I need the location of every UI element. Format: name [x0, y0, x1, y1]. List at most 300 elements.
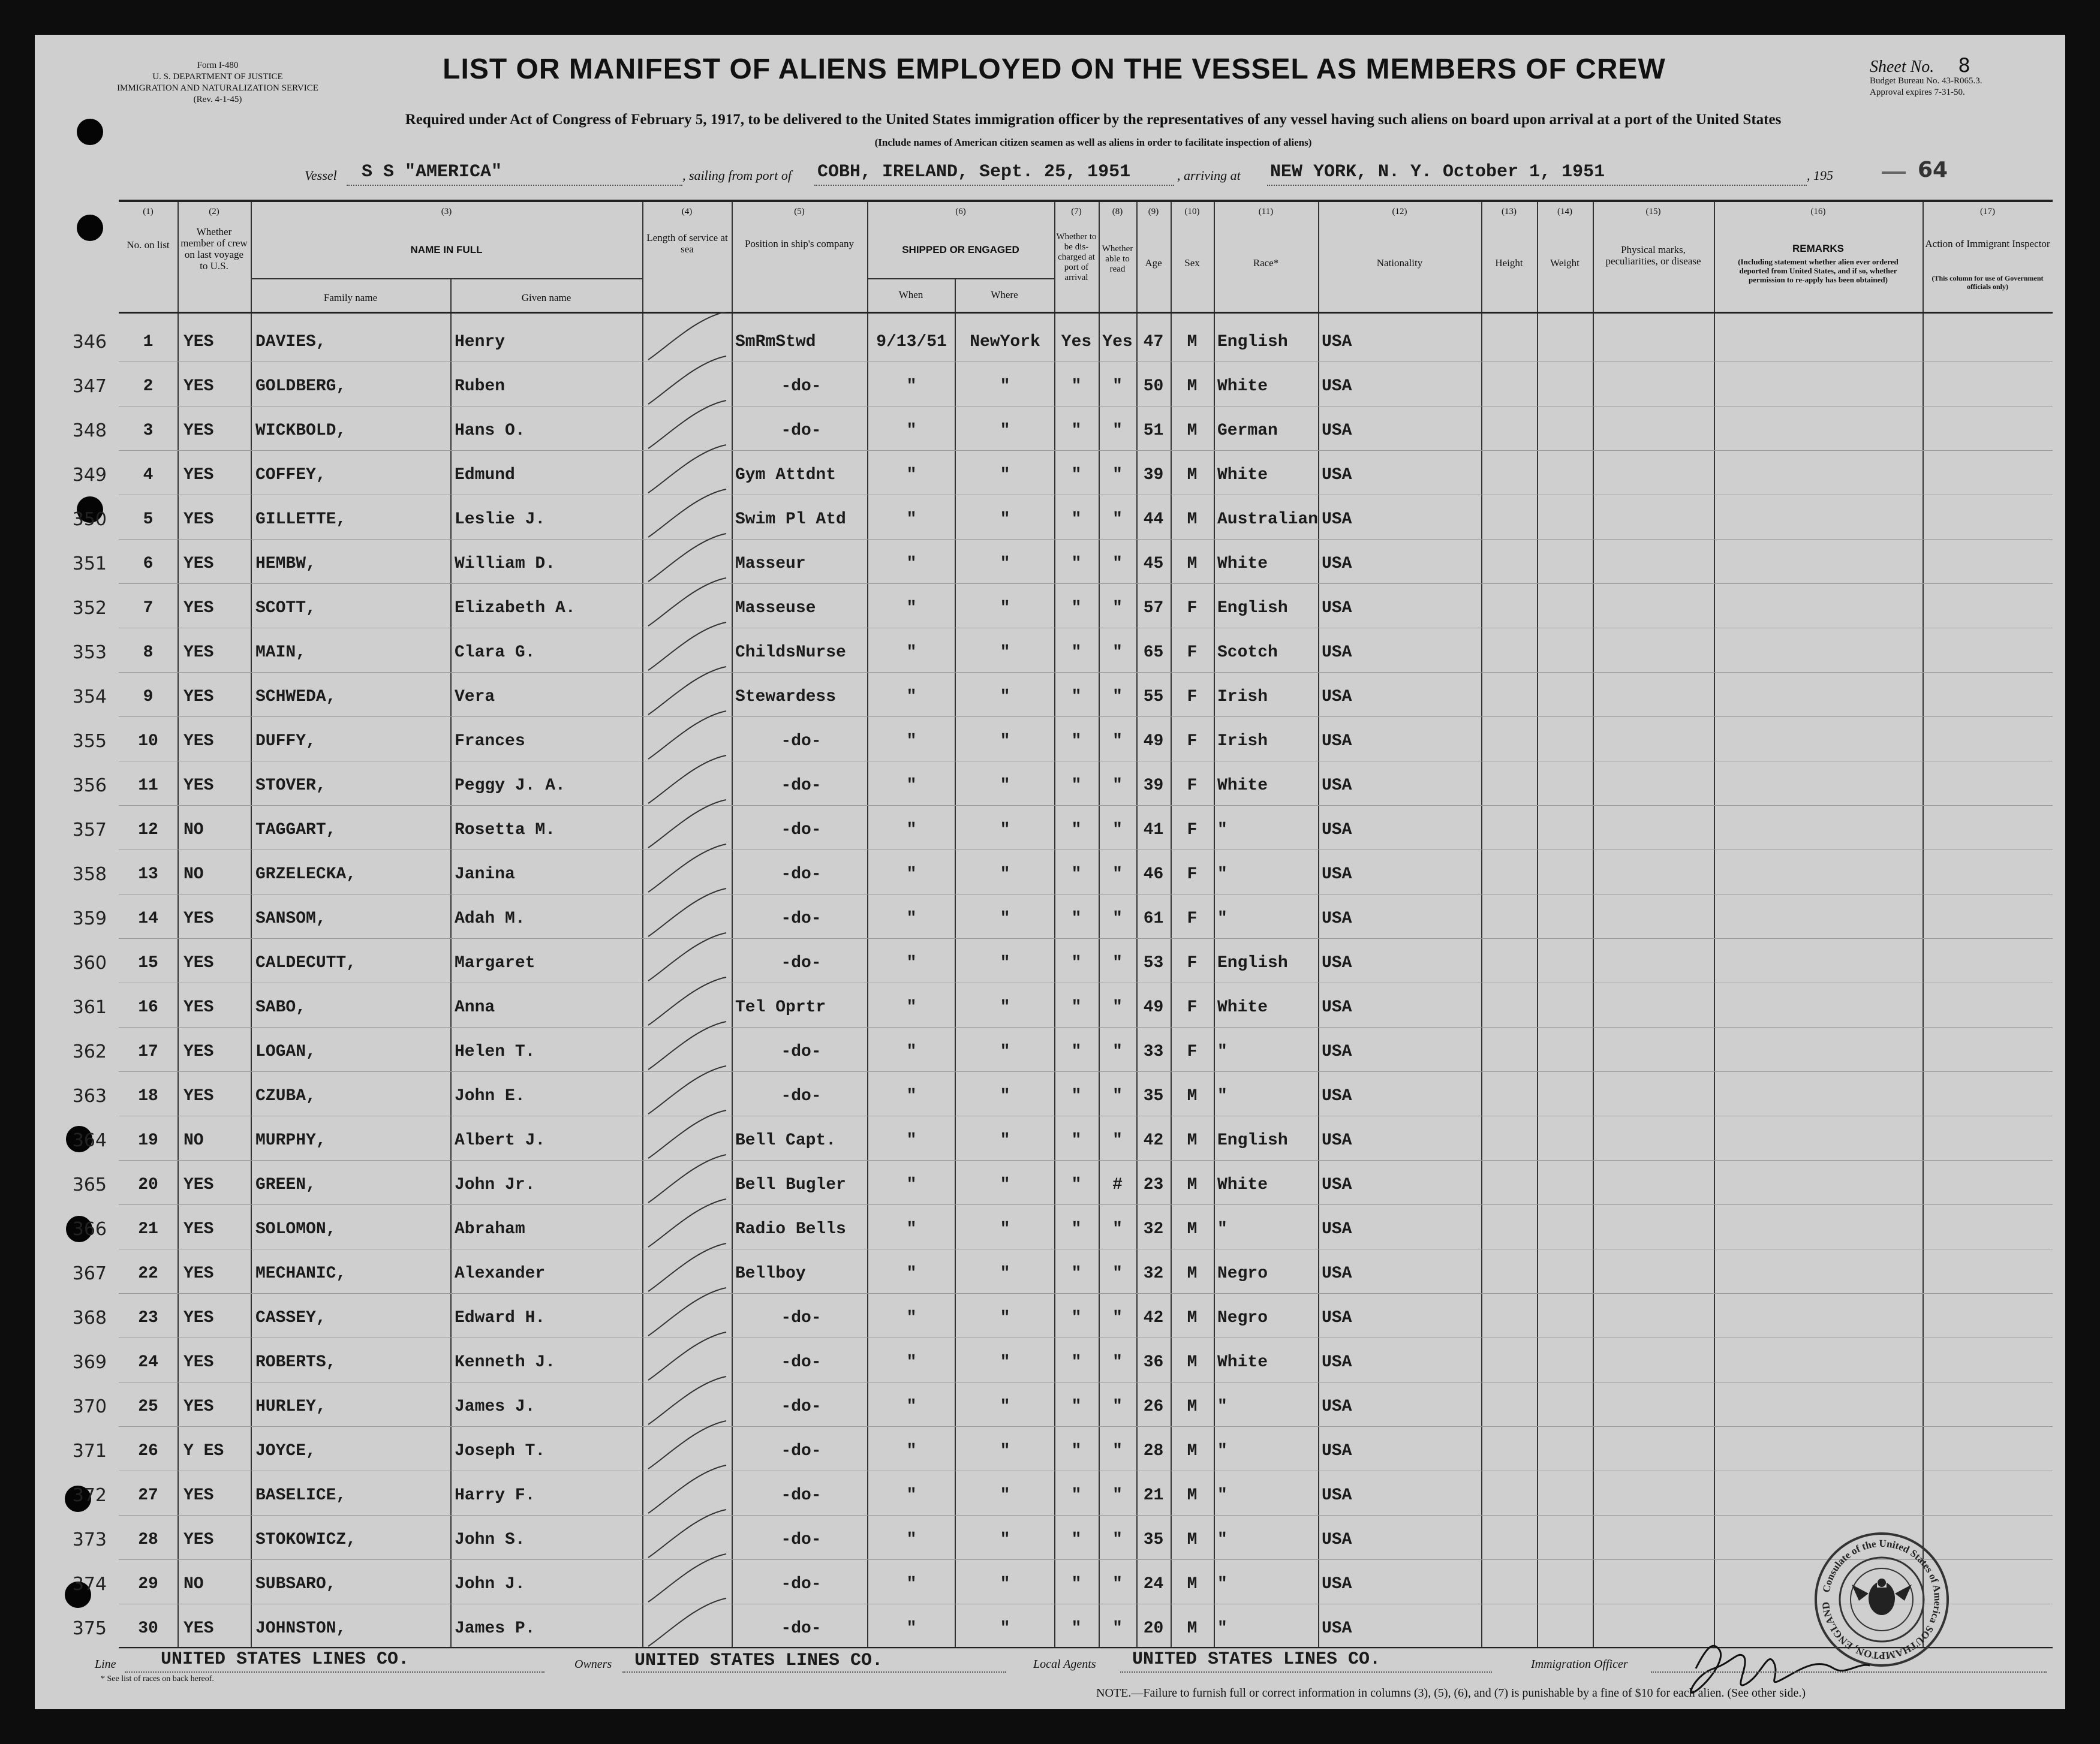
cell-sex: F	[1187, 998, 1198, 1017]
col-header-discharged: Whether to be dis-charged at port of arrival	[1056, 232, 1097, 282]
cell-nationality: USA	[1322, 1619, 1352, 1638]
col-num: (6)	[955, 207, 966, 216]
cell-row-number: 6	[143, 555, 154, 573]
sheet-number-block	[1870, 54, 2062, 98]
table-row	[72, 721, 2053, 766]
handwritten-line-number: 372	[72, 1485, 107, 1506]
cell-race: "	[1217, 865, 1227, 884]
cell-age: 41	[1143, 821, 1164, 839]
cell-race: Negro	[1217, 1309, 1268, 1327]
cell-sex: M	[1187, 421, 1198, 440]
cell-position: -do-	[781, 1442, 822, 1460]
cell-able-to-read: "	[1112, 954, 1123, 972]
cell-given-name: Helen T.	[455, 1043, 535, 1061]
cell-shipped-where: "	[1000, 1264, 1010, 1283]
cell-discharged: "	[1071, 732, 1082, 751]
cell-position: Masseuse	[735, 599, 816, 618]
sheet-number: 8	[1958, 54, 1970, 77]
cell-race: "	[1217, 1619, 1227, 1638]
cell-age: 51	[1143, 421, 1164, 440]
col-num: (1)	[143, 207, 154, 216]
cell-age: 39	[1143, 776, 1164, 795]
cell-row-number: 10	[138, 732, 158, 751]
line-label: Line	[95, 1658, 116, 1671]
cell-given-name: Edmund	[455, 466, 515, 484]
cell-age: 21	[1143, 1486, 1164, 1505]
cell-race: "	[1217, 1043, 1227, 1061]
cell-position: Tel Oprtr	[735, 998, 826, 1017]
form-revision: (Rev. 4-1-45)	[193, 95, 242, 104]
cell-nationality: USA	[1322, 466, 1352, 484]
cell-sex: M	[1187, 1397, 1198, 1416]
cell-prev-voyage: YES	[183, 776, 214, 795]
cell-nationality: USA	[1322, 1486, 1352, 1505]
cell-family-name: GRZELECKA,	[255, 865, 357, 884]
cell-able-to-read: "	[1112, 466, 1123, 484]
table-row	[72, 1475, 2053, 1520]
handwritten-line-number: 355	[72, 731, 107, 752]
cell-position: -do-	[781, 776, 822, 795]
cell-age: 24	[1143, 1575, 1164, 1594]
cell-family-name: CASSEY,	[255, 1309, 326, 1327]
cell-prev-voyage: YES	[183, 466, 214, 484]
col-header-weight: Weight	[1550, 257, 1579, 269]
cell-able-to-read: "	[1112, 1131, 1123, 1150]
cell-shipped-where: "	[1000, 1353, 1010, 1372]
cell-age: 32	[1143, 1220, 1164, 1239]
cell-able-to-read: "	[1112, 1575, 1123, 1594]
cell-discharged: "	[1071, 1531, 1082, 1549]
cell-given-name: Leslie J.	[455, 510, 546, 529]
seal-outer-text: Consulate of the United States of America	[1820, 1537, 1944, 1625]
cell-family-name: SCOTT,	[255, 599, 316, 618]
cell-able-to-read: "	[1112, 1043, 1123, 1061]
table-row	[72, 677, 2053, 721]
cell-sex: F	[1187, 643, 1198, 662]
cell-shipped-where: "	[1000, 998, 1010, 1017]
table-row	[72, 1076, 2053, 1121]
cell-sex: M	[1187, 377, 1198, 396]
cell-position: -do-	[781, 1575, 822, 1594]
form-header	[77, 60, 359, 106]
cell-sex: M	[1187, 1309, 1198, 1327]
cell-row-number: 27	[138, 1486, 158, 1505]
cell-discharged: "	[1071, 1353, 1082, 1372]
cell-age: 23	[1143, 1176, 1164, 1194]
cell-nationality: USA	[1322, 688, 1352, 706]
cell-age: 35	[1143, 1531, 1164, 1549]
cell-position: Stewardess	[735, 688, 837, 706]
cell-age: 61	[1143, 909, 1164, 928]
cell-discharged: "	[1071, 555, 1082, 573]
cell-prev-voyage: YES	[183, 909, 214, 928]
cell-sex: M	[1187, 510, 1198, 529]
cell-prev-voyage: YES	[183, 1264, 214, 1283]
table-row	[72, 455, 2053, 499]
cell-family-name: STOKOWICZ,	[255, 1531, 357, 1549]
cell-row-number: 22	[138, 1264, 158, 1283]
cell-able-to-read: #	[1112, 1176, 1123, 1194]
cell-prev-voyage: YES	[183, 1353, 214, 1372]
cell-family-name: COFFEY,	[255, 466, 326, 484]
cell-shipped-where: "	[1000, 954, 1010, 972]
cell-nationality: USA	[1322, 776, 1352, 795]
cell-row-number: 29	[138, 1575, 158, 1594]
col-num: (7)	[1071, 207, 1082, 216]
cell-nationality: USA	[1322, 732, 1352, 751]
cell-nationality: USA	[1322, 1397, 1352, 1416]
agents-label: Local Agents	[1033, 1658, 1096, 1671]
table-row	[72, 1254, 2053, 1298]
table-row	[72, 1431, 2053, 1475]
form-number: Form I-480	[197, 61, 239, 70]
table-row	[72, 899, 2053, 943]
cell-nationality: USA	[1322, 1575, 1352, 1594]
cell-row-number: 17	[138, 1043, 158, 1061]
handwritten-line-number: 349	[72, 465, 107, 486]
cell-race: "	[1217, 1397, 1227, 1416]
col-num: (17)	[1980, 207, 1995, 216]
cell-race: White	[1217, 776, 1268, 795]
table-row	[72, 1564, 2053, 1609]
cell-row-number: 1	[143, 333, 154, 351]
cell-shipped-where: "	[1000, 421, 1010, 440]
cell-shipped-when: "	[906, 1442, 917, 1460]
punch-hole	[77, 215, 103, 241]
cell-shipped-when: "	[906, 688, 917, 706]
cell-shipped-when: "	[906, 865, 917, 884]
col-header-sex: Sex	[1184, 257, 1200, 269]
handwritten-line-number: 351	[72, 553, 107, 574]
cell-able-to-read: "	[1112, 643, 1123, 662]
cell-race: Australian	[1217, 510, 1319, 529]
cell-shipped-when: "	[906, 1575, 917, 1594]
handwritten-line-number: 363	[72, 1086, 107, 1107]
cell-prev-voyage: YES	[183, 1176, 214, 1194]
cell-shipped-when: "	[906, 377, 917, 396]
col-num: (15)	[1645, 207, 1661, 216]
cell-shipped-when: "	[906, 1619, 917, 1638]
cell-sex: F	[1187, 776, 1198, 795]
cell-row-number: 2	[143, 377, 154, 396]
cell-able-to-read: "	[1112, 1531, 1123, 1549]
cell-position: -do-	[781, 1087, 822, 1106]
cell-age: 28	[1143, 1442, 1164, 1460]
cell-sex: M	[1187, 1131, 1198, 1150]
crew-table	[72, 200, 2053, 1649]
cell-family-name: MECHANIC,	[255, 1264, 347, 1283]
cell-shipped-when: "	[906, 821, 917, 839]
cell-family-name: ROBERTS,	[255, 1353, 336, 1372]
cell-age: 42	[1143, 1309, 1164, 1327]
cell-discharged: "	[1071, 1087, 1082, 1106]
approval-expiry: Approval expires 7-31-50.	[1870, 88, 1965, 97]
cell-sex: M	[1187, 1486, 1198, 1505]
cell-sex: F	[1187, 732, 1198, 751]
handwritten-line-number: 370	[72, 1396, 107, 1417]
cell-sex: F	[1187, 821, 1198, 839]
cell-sex: F	[1187, 954, 1198, 972]
cell-nationality: USA	[1322, 599, 1352, 618]
cell-given-name: Janina	[455, 865, 515, 884]
cell-race: "	[1217, 1442, 1227, 1460]
cell-given-name: Alexander	[455, 1264, 546, 1283]
line-value: UNITED STATES LINES CO.	[161, 1649, 410, 1670]
cell-shipped-when: "	[906, 1309, 917, 1327]
cell-family-name: MAIN,	[255, 643, 306, 662]
col-header-height: Height	[1495, 257, 1523, 269]
cell-able-to-read: "	[1112, 555, 1123, 573]
table-row	[72, 1165, 2053, 1209]
cell-able-to-read: "	[1112, 377, 1123, 396]
cell-nationality: USA	[1322, 1309, 1352, 1327]
cell-sex: F	[1187, 599, 1198, 618]
cell-sex: M	[1187, 1220, 1198, 1239]
cell-shipped-where: "	[1000, 1619, 1010, 1638]
handwritten-line-number: 352	[72, 598, 107, 619]
cell-row-number: 14	[138, 909, 158, 928]
cell-given-name: Peggy J. A.	[455, 776, 565, 795]
cell-age: 39	[1143, 466, 1164, 484]
cell-prev-voyage: YES	[183, 1043, 214, 1061]
cell-age: 32	[1143, 1264, 1164, 1283]
cell-able-to-read: "	[1112, 599, 1123, 618]
sheet-label: Sheet No.	[1870, 58, 1934, 76]
handwritten-line-number: 374	[72, 1574, 107, 1595]
cell-prev-voyage: YES	[183, 954, 214, 972]
cell-given-name: Adah M.	[455, 909, 525, 928]
cell-row-number: 15	[138, 954, 158, 972]
vessel-label: Vessel	[305, 168, 337, 183]
cell-race: English	[1217, 1131, 1288, 1150]
cell-shipped-where: "	[1000, 1220, 1010, 1239]
agents-value: UNITED STATES LINES CO.	[1132, 1649, 1381, 1670]
table-row	[72, 943, 2053, 987]
cell-race: "	[1217, 1531, 1227, 1549]
cell-age: 57	[1143, 599, 1164, 618]
cell-given-name: Henry	[455, 333, 506, 351]
budget-bureau: Budget Bureau No. 43-R065.3.	[1870, 76, 1982, 86]
cell-age: 50	[1143, 377, 1164, 396]
cell-given-name: Frances	[455, 732, 525, 751]
cell-given-name: Harry F.	[455, 1486, 535, 1505]
stamp-dash	[1882, 171, 1906, 174]
cell-shipped-where: "	[1000, 1531, 1010, 1549]
cell-able-to-read: "	[1112, 821, 1123, 839]
cell-shipped-when: "	[906, 1353, 917, 1372]
table-row	[72, 544, 2053, 588]
col-num: (8)	[1112, 207, 1123, 216]
cell-shipped-when: "	[906, 643, 917, 662]
cell-shipped-where: "	[1000, 732, 1010, 751]
table-row	[72, 854, 2053, 899]
cell-prev-voyage: NO	[183, 821, 204, 839]
arrival-port: NEW YORK, N. Y. October 1, 1951	[1270, 162, 1605, 182]
table-row	[72, 499, 2053, 544]
cell-shipped-when: "	[906, 954, 917, 972]
cell-discharged: "	[1071, 1131, 1082, 1150]
cell-position: -do-	[781, 1486, 822, 1505]
handwritten-line-number: 369	[72, 1352, 107, 1373]
handwritten-line-number: 366	[72, 1219, 107, 1240]
cell-position: Bell Bugler	[735, 1176, 846, 1194]
cell-nationality: USA	[1322, 333, 1352, 351]
cell-shipped-where: "	[1000, 865, 1010, 884]
col-header-name: NAME IN FULL	[410, 244, 483, 255]
cell-sex: M	[1187, 1531, 1198, 1549]
cell-discharged: "	[1071, 1397, 1082, 1416]
cell-sex: F	[1187, 688, 1198, 706]
cell-nationality: USA	[1322, 643, 1352, 662]
cell-age: 44	[1143, 510, 1164, 529]
col-num: (13)	[1502, 207, 1517, 216]
handwritten-line-number: 367	[72, 1263, 107, 1284]
cell-row-number: 30	[138, 1619, 158, 1638]
handwritten-line-number: 354	[72, 686, 107, 707]
cell-shipped-where: "	[1000, 909, 1010, 928]
cell-sex: M	[1187, 466, 1198, 484]
manifest-sheet	[35, 35, 2065, 1709]
cell-prev-voyage: YES	[183, 333, 214, 351]
cell-race: German	[1217, 421, 1278, 440]
cell-race: "	[1217, 909, 1227, 928]
handwritten-line-number: 346	[72, 332, 107, 353]
cell-discharged: "	[1071, 865, 1082, 884]
cell-age: 26	[1143, 1397, 1164, 1416]
cell-row-number: 4	[143, 466, 154, 484]
cell-age: 55	[1143, 688, 1164, 706]
cell-race: "	[1217, 1486, 1227, 1505]
cell-position: -do-	[781, 954, 822, 972]
table-row	[72, 411, 2053, 455]
cell-shipped-where: "	[1000, 377, 1010, 396]
cell-shipped-when: "	[906, 421, 917, 440]
cell-race: English	[1217, 599, 1288, 618]
cell-position: Bell Capt.	[735, 1131, 837, 1150]
table-row	[72, 987, 2053, 1032]
cell-family-name: SANSOM,	[255, 909, 326, 928]
col-header-age: Age	[1145, 257, 1162, 269]
cell-shipped-where: "	[1000, 1397, 1010, 1416]
table-row	[72, 632, 2053, 677]
cell-discharged: "	[1071, 1309, 1082, 1327]
cell-age: 49	[1143, 998, 1164, 1017]
cell-shipped-when: "	[906, 732, 917, 751]
cell-age: 36	[1143, 1353, 1164, 1372]
cell-race: "	[1217, 1575, 1227, 1594]
cell-given-name: John E.	[455, 1087, 525, 1106]
cell-shipped-when: "	[906, 510, 917, 529]
cell-given-name: John S.	[455, 1531, 525, 1549]
stamp-number: 64	[1918, 158, 1948, 182]
cell-prev-voyage: Y ES	[183, 1442, 224, 1460]
handwritten-line-number: 362	[72, 1041, 107, 1062]
cell-given-name: Rosetta M.	[455, 821, 556, 839]
cell-able-to-read: Yes	[1102, 333, 1133, 351]
vessel-name: S S "AMERICA"	[362, 162, 503, 182]
cell-given-name: Vera	[455, 688, 495, 706]
cell-able-to-read: "	[1112, 1220, 1123, 1239]
cell-age: 49	[1143, 732, 1164, 751]
cell-age: 53	[1143, 954, 1164, 972]
department-name: U. S. DEPARTMENT OF JUSTICE	[152, 72, 283, 82]
cell-prev-voyage: YES	[183, 377, 214, 396]
cell-position: -do-	[781, 821, 822, 839]
cell-prev-voyage: YES	[183, 1486, 214, 1505]
cell-discharged: Yes	[1061, 333, 1092, 351]
cell-shipped-when: "	[906, 1087, 917, 1106]
owners-value: UNITED STATES LINES CO.	[634, 1650, 883, 1671]
cell-nationality: USA	[1322, 555, 1352, 573]
cell-given-name: John J.	[455, 1575, 525, 1594]
cell-prev-voyage: YES	[183, 1220, 214, 1239]
cell-discharged: "	[1071, 421, 1082, 440]
cell-given-name: John Jr.	[455, 1176, 535, 1194]
handwritten-line-number: 357	[72, 820, 107, 841]
cell-given-name: Elizabeth A.	[455, 599, 576, 618]
handwritten-line-number: 356	[72, 775, 107, 796]
penalty-note: NOTE.—Failure to furnish full or correct information in columns (3), (5), (6), and (7) is punishable by a fine of $10 for each alien. (See other side.)	[1096, 1686, 1806, 1700]
cell-position: Radio Bells	[735, 1220, 846, 1239]
cell-nationality: USA	[1322, 1220, 1352, 1239]
col-header-nationality: Nationality	[1376, 257, 1423, 269]
cell-prev-voyage: YES	[183, 688, 214, 706]
cell-sex: M	[1187, 333, 1198, 351]
cell-row-number: 25	[138, 1397, 158, 1416]
eagle-icon	[1852, 1579, 1912, 1615]
cell-row-number: 24	[138, 1353, 158, 1372]
col-header-when: When	[898, 289, 923, 300]
service-name: IMMIGRATION AND NATURALIZATION SERVICE	[117, 83, 318, 93]
cell-prev-voyage: YES	[183, 1531, 214, 1549]
cell-sex: F	[1187, 1043, 1198, 1061]
cell-able-to-read: "	[1112, 1264, 1123, 1283]
cell-nationality: USA	[1322, 865, 1352, 884]
cell-family-name: JOHNSTON,	[255, 1619, 347, 1638]
cell-given-name: Anna	[455, 998, 495, 1017]
table-row	[72, 810, 2053, 854]
cell-prev-voyage: NO	[183, 865, 204, 884]
cell-race: Negro	[1217, 1264, 1268, 1283]
cell-shipped-where: "	[1000, 1087, 1010, 1106]
cell-sex: M	[1187, 1353, 1198, 1372]
cell-discharged: "	[1071, 643, 1082, 662]
cell-position: -do-	[781, 732, 822, 751]
cell-age: 65	[1143, 643, 1164, 662]
cell-family-name: JOYCE,	[255, 1442, 316, 1460]
cell-able-to-read: "	[1112, 510, 1123, 529]
cell-given-name: Albert J.	[455, 1131, 546, 1150]
cell-race: White	[1217, 1176, 1268, 1194]
table-row	[72, 588, 2053, 632]
cell-family-name: HURLEY,	[255, 1397, 326, 1416]
table-row	[72, 1298, 2053, 1342]
cell-position: Swim Pl Atd	[735, 510, 846, 529]
cell-family-name: SABO,	[255, 998, 306, 1017]
cell-shipped-where: "	[1000, 821, 1010, 839]
cell-given-name: Joseph T.	[455, 1442, 546, 1460]
cell-given-name: James P.	[455, 1619, 535, 1638]
col-num: (14)	[1557, 207, 1572, 216]
cell-race: Irish	[1217, 688, 1268, 706]
cell-family-name: CZUBA,	[255, 1087, 316, 1106]
col-header-race: Race*	[1253, 257, 1279, 269]
cell-shipped-when: "	[906, 1531, 917, 1549]
cell-discharged: "	[1071, 954, 1082, 972]
cell-position: Gym Attdnt	[735, 466, 837, 484]
cell-shipped-where: "	[1000, 1442, 1010, 1460]
cell-shipped-where: "	[1000, 1131, 1010, 1150]
